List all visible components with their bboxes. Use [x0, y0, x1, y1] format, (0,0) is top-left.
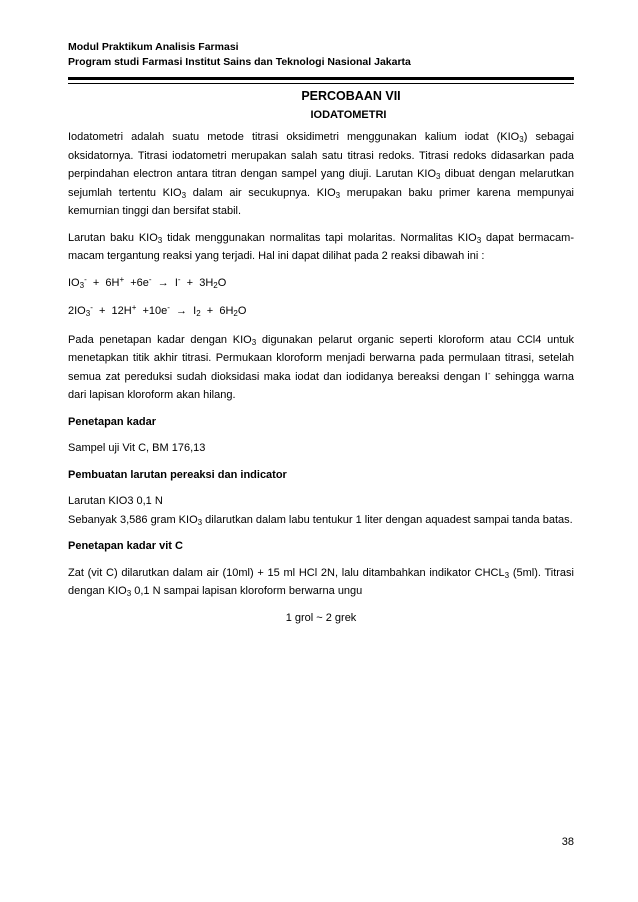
- header-rule-thick: [68, 77, 574, 80]
- reaction-equation-2: $2IO_3^- + 12H^+ +10e^- \to I_2 + 6H_2O$: [68, 303, 247, 318]
- arrow-icon: →: [169, 305, 194, 317]
- page-number: 38: [561, 836, 574, 848]
- grol-grek-line: 1 grol ~ 2 grek: [285, 611, 357, 624]
- page-subtitle: IODATOMETRI: [310, 109, 387, 121]
- document-header: [68, 40, 411, 70]
- larutan-paragraph: Sebanyak 3,586 gram $KIO_3$ dilarutkan dalam labu tentukur 1 liter dengan aquadest sampai tanda batas.: [68, 513, 573, 527]
- normalitas-paragraph: Larutan baku $KIO_3$ tidak menggunakan normalitas tapi molaritas. Normalitas $KIO_3$ dapat bermacam-macam tergantung reaksi yang terjadi. Hal ini dapat dilihat pada 2 reaksi dibawah ini :: [68, 231, 574, 262]
- header-line-2: Program studi Farmasi Institut Sains dan Teknologi Nasional Jakarta: [68, 56, 411, 68]
- page-title: PERCOBAAN VII: [301, 89, 401, 103]
- arrow-icon: →: [151, 276, 175, 289]
- document-body: [68, 128, 574, 627]
- heading-penetapan-kadar: Penetapan kadar: [68, 415, 157, 428]
- header-rule-thin: [68, 83, 574, 84]
- sampel-line: Sampel uji Vit C, BM 176,13: [68, 442, 206, 454]
- vitc-paragraph: Zat (vit C) dilarutkan dalam air (10ml) + 15 ml HCl 2N, lalu ditambahkan indikator $CHCL_3$ (5ml). Titrasi dengan $KIO_3$ 0,1 N sampai lapisan kloroform berwarna ungu: [68, 566, 574, 598]
- heading-penetapan-vitc: Penetapan kadar vit C: [68, 540, 183, 552]
- title-block: [68, 88, 574, 123]
- header-line-1: Modul Praktikum Analisis Farmasi: [68, 41, 239, 53]
- intro-paragraph: Iodatometri adalah suatu metode titrasi oksidimetri menggunakan kalium iodat $(KIO_3)$ sebagai oksidatornya. Titrasi iodatometri merupakan salah satu titrasi redoks. Titrasi redoks didasarkan pada perpindahan electron antara titran dengan sampel yang diuji. Larutan $KIO_3$ dibuat dengan melarutkan sejumlah tertentu $KIO_3$ dalam air secukupnya. $KIO_3$ merupakan baku primer karena mempunyai kemurnian tinggi dan bersifat stabil.: [68, 131, 575, 217]
- larutan-line: Larutan KIO3 0,1 N: [68, 495, 163, 507]
- heading-pembuatan-larutan: Pembuatan larutan pereaksi dan indicator: [68, 468, 287, 481]
- reaction-equation-1: $IO_3^- + 6H^+ +6e^- \to I^- + 3H_2O$: [68, 274, 227, 290]
- kloroform-paragraph: Pada penetapan kadar dengan $KIO_3$ digunakan pelarut organic seperti kloroform atau CCl4 untuk menetapkan titik akhir titrasi. Permukaan kloroform menjadi berwarna pada permulaan titrasi, setelah semua zat pereduksi sudah dioksidasi maka iodat dan iodidanya bereaksi dengan I- sehingga warna dari lapisan kloroform akan hilang.: [68, 333, 574, 401]
